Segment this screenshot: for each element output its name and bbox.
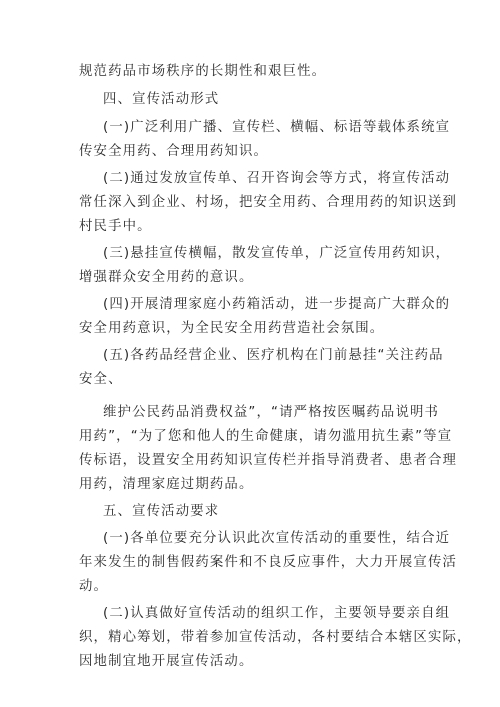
text-line: 规范药品市场秩序的长期性和艰巨性。: [79, 64, 327, 79]
text-line: 因地制宜地开展宣传活动。: [79, 654, 254, 669]
text-line: 动。: [79, 579, 109, 594]
text-line: 安全、: [79, 372, 123, 387]
text-line: 村民手中。: [79, 219, 152, 234]
text-line: (三)悬挂宣传横幅，散发宣传单，广泛宣传用药知识，: [103, 246, 451, 261]
text-line: (二)通过发放宣传单、召开咨询会等方式，将宣传活动: [103, 171, 451, 186]
text-line: 常任深入到企业、村场，把安全用药、合理用药的知识送到: [79, 195, 458, 210]
text-line: 用药”，“为了您和他人的生命健康，请勿滥用抗生素”等宣: [79, 429, 453, 444]
section-heading: 五、宣传活动要求: [103, 504, 220, 519]
section-heading: 四、宣传活动形式: [103, 92, 220, 107]
text-line: 增强群众安全用药的意识。: [79, 270, 254, 285]
text-line: (一)广泛利用广播、宣传栏、横幅、标语等载体系统宣: [103, 120, 451, 135]
text-line: (四)开展清理家庭小药箱活动，进一步提高广大群众的: [103, 297, 451, 312]
text-line: 维护公民药品消费权益”，“请严格按医嘱药品说明书: [103, 405, 440, 420]
text-line: 织，精心筹划，带着参加宣传活动，各村要结合本辖区实际，: [79, 630, 472, 645]
text-line: (五)各药品经营企业、医疗机构在门前悬挂“关注药品: [103, 348, 444, 363]
text-line: 传安全用药、合理用药知识。: [79, 144, 269, 159]
text-line: 用药，清理家庭过期药品。: [79, 477, 254, 492]
text-line: 年来发生的制售假药案件和不良反应事件，大力开展宣传活: [79, 555, 458, 570]
text-line: (一)各单位要充分认识此次宣传活动的重要性，结合近: [103, 531, 451, 546]
text-line: 安全用药意识，为全民安全用药营造社会氛围。: [79, 321, 385, 336]
text-line: (二)认真做好宣传活动的组织工作，主要领导要亲自组: [103, 606, 451, 621]
text-line: 传标语，设置安全用药知识宣传栏并指导消费者、患者合理: [79, 453, 458, 468]
